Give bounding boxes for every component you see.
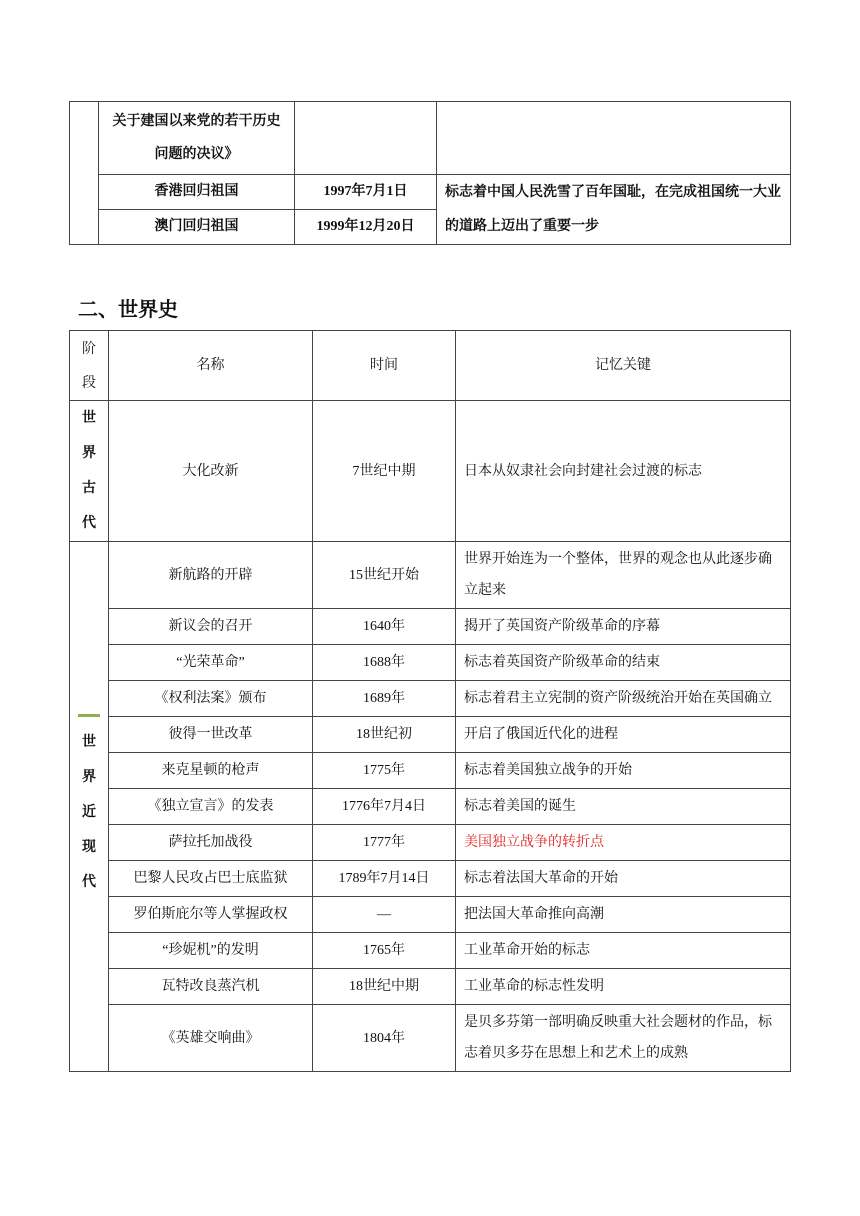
event-key: 标志着中国人民洗雪了百年国耻，在完成祖国统一大业的道路上迈出了重要一步 (437, 175, 791, 245)
event-key: 日本从奴隶社会向封建社会过渡的标志 (456, 401, 791, 542)
event-time: 1775年 (313, 753, 456, 789)
event-key: 标志着美国独立战争的开始 (456, 753, 791, 789)
event-time: 1804年 (313, 1005, 456, 1072)
event-name: 来克星顿的枪声 (109, 753, 313, 789)
stage-modern (70, 542, 109, 1072)
event-key: 工业革命开始的标志 (456, 933, 791, 969)
event-time: 1689年 (313, 681, 456, 717)
event-time: 1640年 (313, 609, 456, 645)
table-row (70, 102, 791, 175)
header-stage-text: 阶段 (82, 340, 96, 391)
header-name: 名称 (109, 331, 313, 401)
event-name: “珍妮机”的发明 (109, 933, 313, 969)
stage-char: 世 (82, 410, 96, 426)
event-name: 萨拉托加战役 (109, 825, 313, 861)
event-time: 15世纪开始 (313, 542, 456, 609)
event-name: 澳门回归祖国 (99, 210, 295, 245)
event-name: 巴黎人民攻占巴士底监狱 (109, 861, 313, 897)
highlight-mark (78, 714, 100, 717)
table-row (70, 175, 791, 210)
table-row (70, 753, 791, 789)
table-row (70, 717, 791, 753)
stage-char: 界 (82, 445, 96, 461)
event-name: 《英雄交响曲》 (109, 1005, 313, 1072)
event-name: 新议会的召开 (109, 609, 313, 645)
stage-char: 古 (82, 480, 96, 496)
table-row (70, 897, 791, 933)
event-key: 开启了俄国近代化的进程 (456, 717, 791, 753)
stage-char: 代 (82, 515, 96, 531)
table-row (70, 681, 791, 717)
table-row (70, 825, 791, 861)
event-key: 揭开了英国资产阶级革命的序幕 (456, 609, 791, 645)
stage-char: 界 (82, 768, 96, 785)
event-key: 世界开始连为一个整体，世界的观念也从此逐步确立起来 (456, 542, 791, 609)
table-header-row (70, 331, 791, 401)
event-time: 1789年7月14日 (313, 861, 456, 897)
event-name: 新航路的开辟 (109, 542, 313, 609)
table-row (70, 1005, 791, 1072)
event-key: 把法国大革命推向高潮 (456, 897, 791, 933)
section-title: 二、世界史 (78, 297, 178, 321)
event-key: 是贝多芬第一部明确反映重大社会题材的作品，标志着贝多芬在思想上和艺术上的成熟 (456, 1005, 791, 1072)
event-name: 关于建国以来党的若干历史问题的决议》 (99, 102, 295, 175)
table-row (70, 969, 791, 1005)
table-row (70, 933, 791, 969)
event-name: 瓦特改良蒸汽机 (109, 969, 313, 1005)
table-row (70, 861, 791, 897)
table-row (70, 542, 791, 609)
event-time: 18世纪中期 (313, 969, 456, 1005)
table-row (70, 645, 791, 681)
event-key: 标志着英国资产阶级革命的结束 (456, 645, 791, 681)
stage-char: 代 (82, 873, 96, 890)
stage-char: 现 (82, 838, 96, 855)
event-time: 1777年 (313, 825, 456, 861)
event-time (295, 102, 437, 175)
event-key: 工业革命的标志性发明 (456, 969, 791, 1005)
header-time: 时间 (313, 331, 456, 401)
event-time: 7世纪中期 (313, 401, 456, 542)
event-time: 1997年7月1日 (295, 175, 437, 210)
event-key: 标志着美国的诞生 (456, 789, 791, 825)
event-name: 彼得一世改革 (109, 717, 313, 753)
table-row (70, 609, 791, 645)
event-key (437, 102, 791, 175)
stage-char: 世 (82, 733, 96, 750)
event-name: 罗伯斯庇尔等人掌握政权 (109, 897, 313, 933)
header-key: 记忆关键 (456, 331, 791, 401)
event-name: 香港回归祖国 (99, 175, 295, 210)
table-row (70, 789, 791, 825)
event-name: “光荣革命” (109, 645, 313, 681)
stage-char: 近 (82, 803, 96, 820)
event-time: 1688年 (313, 645, 456, 681)
china-history-table-continuation (69, 101, 791, 245)
table-row (70, 401, 791, 542)
event-time: 1765年 (313, 933, 456, 969)
event-key: 标志着君主立宪制的资产阶级统治开始在英国确立 (456, 681, 791, 717)
event-key: 标志着法国大革命的开始 (456, 861, 791, 897)
event-name: 《权利法案》颁布 (109, 681, 313, 717)
event-time: 1776年7月4日 (313, 789, 456, 825)
event-time: 18世纪初 (313, 717, 456, 753)
event-name: 《独立宣言》的发表 (109, 789, 313, 825)
stage-cell (70, 102, 99, 245)
event-key-highlight: 美国独立战争的转折点 (456, 825, 791, 861)
event-time: — (313, 897, 456, 933)
event-time: 1999年12月20日 (295, 210, 437, 245)
event-name: 大化改新 (109, 401, 313, 542)
world-history-table (69, 330, 791, 1072)
header-stage (70, 331, 109, 401)
stage-ancient (70, 401, 109, 542)
